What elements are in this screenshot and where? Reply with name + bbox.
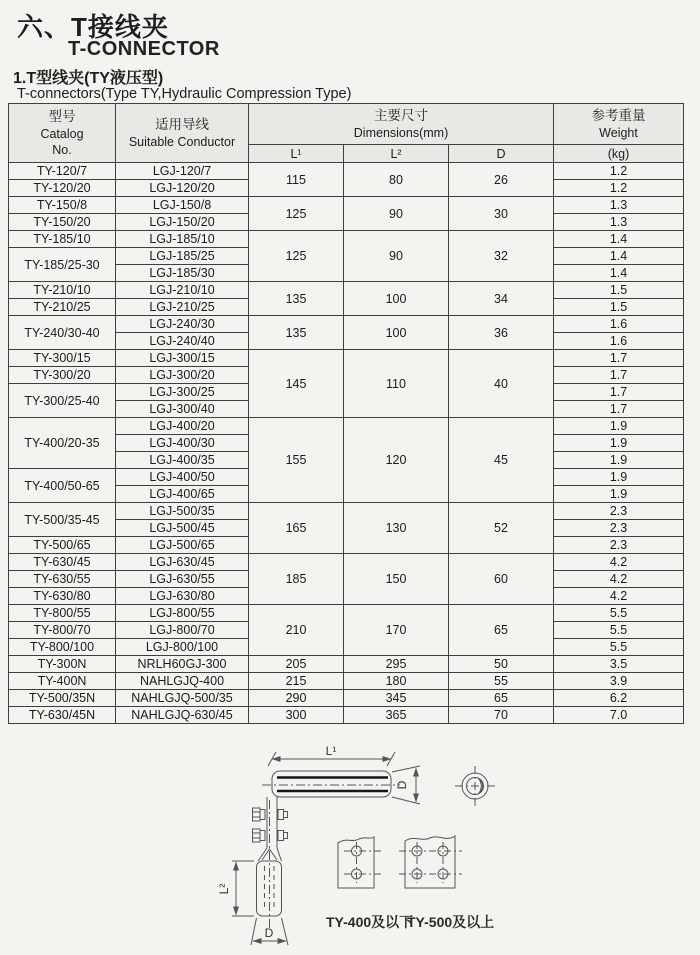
catalog-cell: TY-120/20 [9, 180, 116, 197]
weight-cell: 5.5 [554, 622, 684, 639]
plate-outline [405, 836, 455, 888]
conductor-cell: LGJ-300/40 [116, 401, 249, 418]
l1-cell: 290 [249, 690, 344, 707]
l2-cell: 345 [344, 690, 449, 707]
d-dimension-label: D [395, 780, 409, 790]
header-conductor-en: Suitable Conductor [128, 134, 236, 149]
d-cell: 52 [449, 503, 554, 554]
catalog-cell: TY-300N [9, 656, 116, 673]
weight-cell: 4.2 [554, 571, 684, 588]
table-row [9, 707, 684, 724]
d-cell: 40 [449, 350, 554, 418]
conductor-cell: LGJ-210/10 [116, 282, 249, 299]
weight-cell: 1.2 [554, 180, 684, 197]
l2-cell: 120 [344, 418, 449, 503]
l1-cell: 210 [249, 605, 344, 656]
weight-cell: 1.9 [554, 418, 684, 435]
conductor-cell: LGJ-400/50 [116, 469, 249, 486]
weight-cell: 1.9 [554, 469, 684, 486]
table-row [9, 231, 684, 248]
table-row [9, 554, 684, 571]
catalog-cell: TY-185/10 [9, 231, 116, 248]
conductor-cell: LGJ-150/8 [116, 197, 249, 214]
l1-cell: 155 [249, 418, 344, 503]
header-weight-unit: (kg) [554, 145, 684, 163]
taper-right [277, 848, 282, 861]
table-row [9, 673, 684, 690]
conductor-cell: LGJ-400/35 [116, 452, 249, 469]
weight-cell: 1.5 [554, 282, 684, 299]
catalog-cell: TY-210/25 [9, 299, 116, 316]
table-row [9, 316, 684, 333]
conductor-cell: LGJ-800/70 [116, 622, 249, 639]
l2-cell: 150 [344, 554, 449, 605]
l2-cell: 130 [344, 503, 449, 554]
header-row-top [9, 104, 684, 145]
pad-plate-four-holes [399, 836, 462, 888]
weight-cell: 1.2 [554, 163, 684, 180]
weight-cell: 6.2 [554, 690, 684, 707]
l1-cell: 135 [249, 316, 344, 350]
d-cell: 60 [449, 554, 554, 605]
l1-cell: 135 [249, 282, 344, 316]
l2-cell: 365 [344, 707, 449, 724]
conductor-cell: LGJ-240/40 [116, 333, 249, 350]
d-cell: 50 [449, 656, 554, 673]
header-weight [554, 104, 684, 145]
weight-cell: 1.5 [554, 299, 684, 316]
catalog-cell: TY-400N [9, 673, 116, 690]
conductor-cell: LGJ-240/30 [116, 316, 249, 333]
caption-small-sizes: TY-400及以下 [326, 914, 414, 930]
conductor-cell: LGJ-630/45 [116, 554, 249, 571]
l2-cell: 80 [344, 163, 449, 197]
l2-dimension-label: L² [217, 883, 231, 895]
header-catalog-no: No. [52, 142, 72, 157]
conductor-cell: LGJ-185/25 [116, 248, 249, 265]
weight-cell: 1.4 [554, 265, 684, 282]
l1-cell: 145 [249, 350, 344, 418]
table-row [9, 197, 684, 214]
table-row [9, 690, 684, 707]
d-cell: 45 [449, 418, 554, 503]
header-conductor [116, 104, 249, 163]
header-weight-en: Weight [599, 125, 638, 140]
conductor-cell: LGJ-400/65 [116, 486, 249, 503]
catalog-cell: TY-400/20-35 [9, 418, 116, 469]
catalog-cell: TY-630/45N [9, 707, 116, 724]
l1-cell: 185 [249, 554, 344, 605]
conductor-cell: LGJ-300/25 [116, 384, 249, 401]
connector-side-view [262, 744, 420, 804]
catalog-cell: TY-630/80 [9, 588, 116, 605]
page-title-english: T-CONNECTOR [68, 38, 220, 60]
l1-cell: 115 [249, 163, 344, 197]
conductor-cell: LGJ-800/100 [116, 639, 249, 656]
catalog-cell: TY-300/25-40 [9, 384, 116, 418]
weight-cell: 1.7 [554, 350, 684, 367]
table-row [9, 282, 684, 299]
table-row [9, 163, 684, 180]
l2-cell: 90 [344, 231, 449, 282]
barrel-outline [272, 771, 391, 797]
d-bottom-dimension-label: D [264, 926, 274, 940]
l2-cell: 110 [344, 350, 449, 418]
catalog-cell: TY-800/70 [9, 622, 116, 639]
weight-cell: 1.7 [554, 367, 684, 384]
weight-cell: 2.3 [554, 503, 684, 520]
header-catalog-cn: 型号 [48, 109, 76, 125]
spec-table [8, 103, 684, 724]
header-dimensions-en: Dimensions(mm) [353, 125, 449, 140]
l2-cell: 90 [344, 197, 449, 231]
header-weight-cn: 参考重量 [591, 108, 646, 124]
catalog-cell: TY-150/20 [9, 214, 116, 231]
weight-cell: 4.2 [554, 554, 684, 571]
weight-cell: 1.4 [554, 248, 684, 265]
weight-cell: 1.3 [554, 214, 684, 231]
catalog-cell: TY-120/7 [9, 163, 116, 180]
technical-drawing [0, 723, 700, 955]
d-cell: 55 [449, 673, 554, 690]
catalog-cell: TY-150/8 [9, 197, 116, 214]
weight-cell: 2.3 [554, 537, 684, 554]
catalog-cell: TY-210/10 [9, 282, 116, 299]
conductor-cell: LGJ-500/65 [116, 537, 249, 554]
conductor-cell: LGJ-630/80 [116, 588, 249, 605]
weight-cell: 5.5 [554, 605, 684, 622]
pad-plate-two-holes [338, 837, 381, 888]
l2-cell: 180 [344, 673, 449, 690]
conductor-cell: LGJ-300/15 [116, 350, 249, 367]
weight-cell: 1.9 [554, 452, 684, 469]
table-row [9, 350, 684, 367]
spec-table-body [9, 163, 684, 724]
weight-cell: 3.5 [554, 656, 684, 673]
catalog-cell: TY-240/30-40 [9, 316, 116, 350]
weight-cell: 2.3 [554, 520, 684, 537]
conductor-cell: LGJ-300/20 [116, 367, 249, 384]
conductor-cell: LGJ-120/20 [116, 180, 249, 197]
d-cell: 32 [449, 231, 554, 282]
weight-cell: 1.7 [554, 384, 684, 401]
header-dimensions [249, 104, 554, 145]
catalog-cell: TY-630/45 [9, 554, 116, 571]
weight-cell: 1.9 [554, 435, 684, 452]
d-cell: 26 [449, 163, 554, 197]
l1-cell: 205 [249, 656, 344, 673]
spec-table-header [9, 104, 684, 163]
l1-cell: 125 [249, 231, 344, 282]
conductor-cell: NRLH60GJ-300 [116, 656, 249, 673]
l2-cell: 170 [344, 605, 449, 656]
conductor-cell: LGJ-120/7 [116, 163, 249, 180]
catalog-cell: TY-500/35N [9, 690, 116, 707]
l1-cell: 215 [249, 673, 344, 690]
l2-cell: 100 [344, 316, 449, 350]
table-row [9, 656, 684, 673]
header-conductor-cn: 适用导线 [155, 117, 209, 133]
weight-cell: 1.3 [554, 197, 684, 214]
caption-large-sizes: TY-500及以上 [407, 914, 495, 930]
l2-cell: 100 [344, 282, 449, 316]
header-l1: L¹ [249, 145, 344, 163]
weight-cell: 1.6 [554, 333, 684, 350]
conductor-cell: NAHLGJQ-400 [116, 673, 249, 690]
table-row [9, 418, 684, 435]
weight-cell: 1.7 [554, 401, 684, 418]
conductor-cell: LGJ-400/30 [116, 435, 249, 452]
l1-cell: 165 [249, 503, 344, 554]
d-cell: 65 [449, 690, 554, 707]
d-cell: 36 [449, 316, 554, 350]
conductor-cell: NAHLGJQ-630/45 [116, 707, 249, 724]
header-catalog [9, 104, 116, 163]
header-d: D [449, 145, 554, 163]
catalog-cell: TY-800/100 [9, 639, 116, 656]
catalog-cell: TY-800/55 [9, 605, 116, 622]
conductor-cell: LGJ-185/10 [116, 231, 249, 248]
section-heading-english: T-connectors(Type TY,Hydraulic Compression Type) [17, 86, 352, 102]
catalog-cell: TY-500/35-45 [9, 503, 116, 537]
weight-cell: 7.0 [554, 707, 684, 724]
conductor-cell: LGJ-400/20 [116, 418, 249, 435]
catalog-cell: TY-400/50-65 [9, 469, 116, 503]
conductor-cell: LGJ-150/20 [116, 214, 249, 231]
conductor-cell: LGJ-185/30 [116, 265, 249, 282]
table-row [9, 503, 684, 520]
header-dimensions-cn: 主要尺寸 [374, 108, 428, 124]
l2-cell: 295 [344, 656, 449, 673]
weight-cell: 3.9 [554, 673, 684, 690]
weight-cell: 5.5 [554, 639, 684, 656]
connector-bottom-tube [217, 861, 288, 945]
catalog-cell: TY-300/15 [9, 350, 116, 367]
header-catalog-en: Catalog [40, 126, 84, 141]
d-cell: 70 [449, 707, 554, 724]
conductor-cell: LGJ-800/55 [116, 605, 249, 622]
d-cell: 65 [449, 605, 554, 656]
l1-cell: 300 [249, 707, 344, 724]
catalog-cell: TY-185/25-30 [9, 248, 116, 282]
page-title-chinese: 六、T接线夹 [17, 12, 169, 42]
conductor-cell: NAHLGJQ-500/35 [116, 690, 249, 707]
catalog-cell: TY-630/55 [9, 571, 116, 588]
catalog-cell: TY-300/20 [9, 367, 116, 384]
conductor-cell: LGJ-630/55 [116, 571, 249, 588]
weight-cell: 1.6 [554, 316, 684, 333]
weight-cell: 4.2 [554, 588, 684, 605]
barrel-cross-section [455, 766, 495, 806]
table-row [9, 605, 684, 622]
conductor-cell: LGJ-500/35 [116, 503, 249, 520]
catalog-cell: TY-500/65 [9, 537, 116, 554]
d-cell: 30 [449, 197, 554, 231]
d-cell: 34 [449, 282, 554, 316]
weight-cell: 1.9 [554, 486, 684, 503]
l1-dimension-label: L¹ [325, 744, 337, 758]
l1-cell: 125 [249, 197, 344, 231]
section-heading-chinese: 1.T型线夹(TY液压型) [13, 70, 164, 87]
weight-cell: 1.4 [554, 231, 684, 248]
conductor-cell: LGJ-500/45 [116, 520, 249, 537]
header-l2: L² [344, 145, 449, 163]
conductor-cell: LGJ-210/25 [116, 299, 249, 316]
